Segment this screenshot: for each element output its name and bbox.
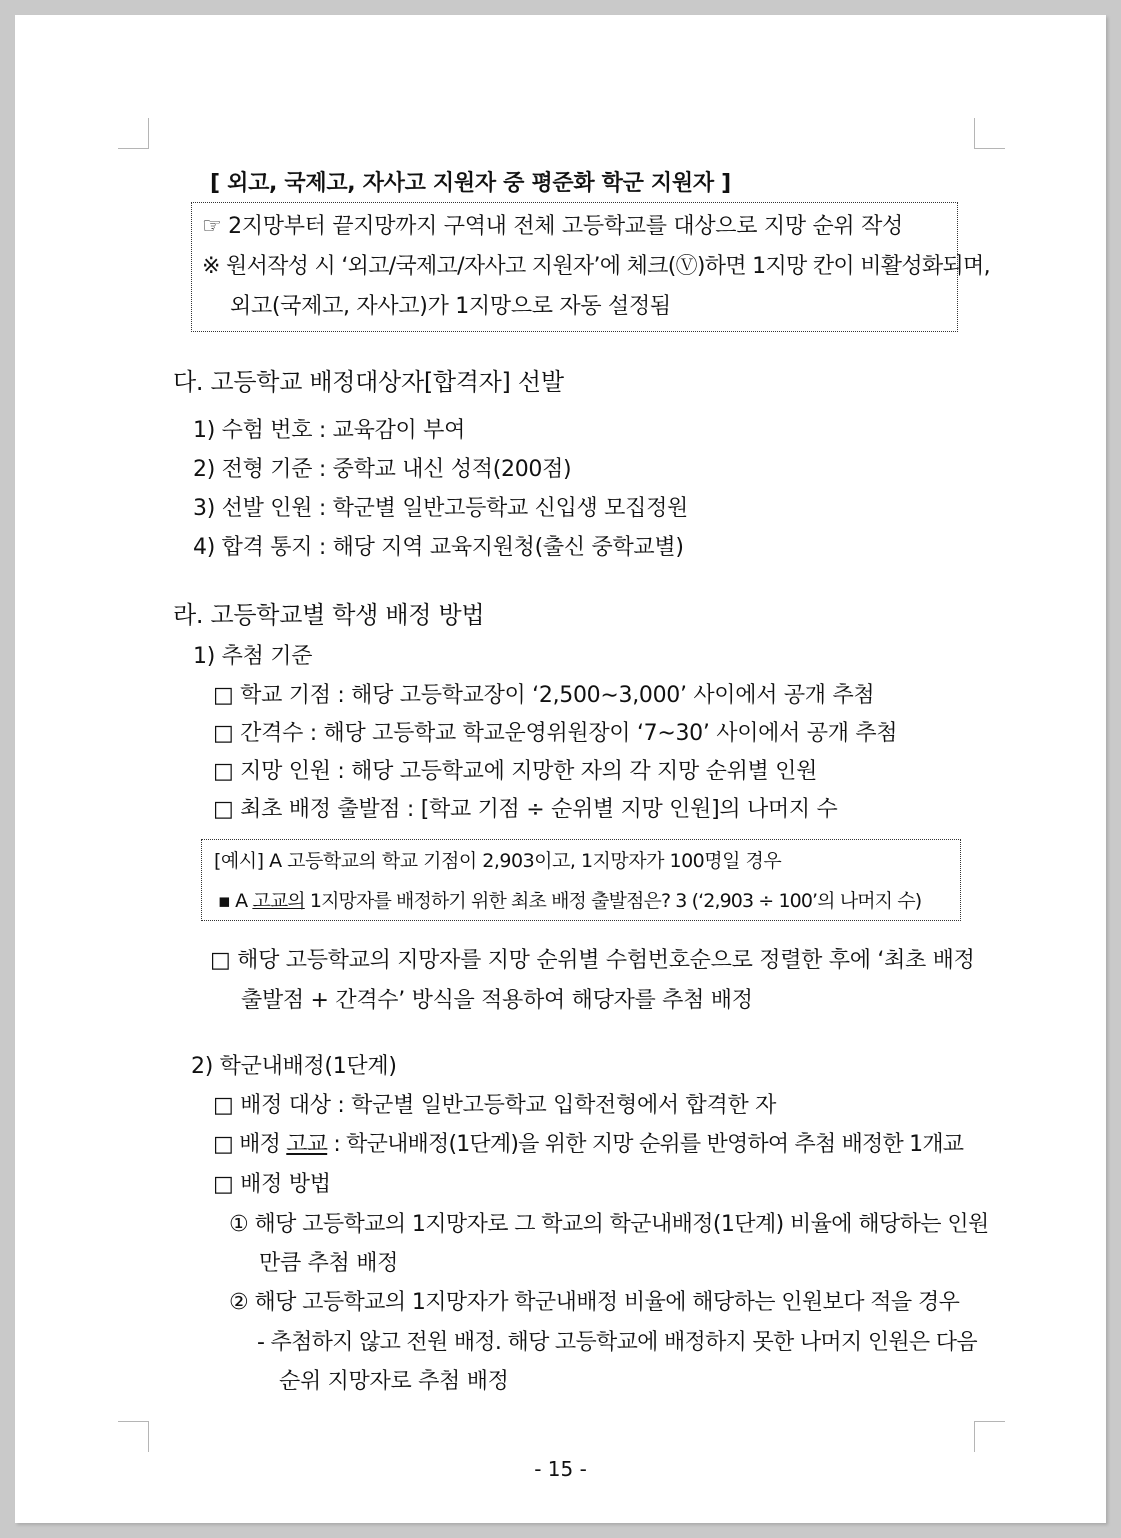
example-text-underlined: 고교의	[252, 890, 305, 912]
lottery-criteria-title: 1) 추첨 기준	[193, 644, 313, 669]
example-text-pre: A	[235, 890, 253, 912]
example-text-post: 1지망자를 배정하기 위한 최초 배정 출발점은? 3 (‘2,903 ÷ 100’의 나머지 수)	[304, 890, 922, 912]
example-box	[201, 839, 961, 921]
note-line-1: ☞ 2지망부터 끝지망까지 구역내 전체 고등학교를 대상으로 지망 순위 작성	[202, 214, 903, 239]
crop-mark-bottom-left	[118, 1421, 149, 1452]
crop-mark-bottom-right	[974, 1421, 1005, 1452]
method-2-line-2: - 추첨하지 않고 전원 배정. 해당 고등학교에 배정하지 못한 나머지 인원은 다음	[257, 1330, 977, 1355]
heading-selection: 다. 고등학교 배정대상자[합격자] 선발	[173, 368, 564, 396]
heading-allocation-method: 라. 고등학교별 학생 배정 방법	[173, 601, 485, 629]
selection-item-1: 1) 수험 번호 : 교육감이 부여	[193, 418, 466, 443]
selection-item-2: 2) 전형 기준 : 중학교 내신 성적(200점)	[193, 457, 572, 482]
sorting-note-line-1: □ 해당 고등학교의 지망자를 지망 순위별 수험번호순으로 정렬한 후에 ‘최초 배정	[210, 948, 975, 973]
box-section-title: [ 외고, 국제고, 자사고 지원자 중 평준화 학군 지원자 ]	[210, 171, 731, 196]
criteria-item-1: □ 학교 기점 : 해당 고등학교장이 ‘2,500∼3,000’ 사이에서 공개 추첨	[213, 683, 875, 708]
crop-mark-top-left	[118, 118, 149, 149]
example-line-1: [예시] A 고등학교의 학교 기점이 2,903이고, 1지망자가 100명일 경우	[214, 850, 782, 872]
selection-item-3: 3) 선발 인원 : 학군별 일반고등학교 신입생 모집정원	[193, 496, 688, 521]
crop-mark-top-right	[974, 118, 1005, 149]
example-line-2	[218, 888, 921, 914]
note-box-applicants	[191, 202, 990, 332]
criteria-item-4: □ 최초 배정 출발점 : [학교 기점 ÷ 순위별 지망 인원]의 나머지 수	[213, 797, 838, 822]
school-item-post: : 학군내배정(1단계)을 위한 지망 순위를 반영하여 추첨 배정한 1개교	[327, 1132, 964, 1157]
square-bullet-icon: ▪	[218, 890, 230, 912]
in-district-allocation-title: 2) 학군내배정(1단계)	[191, 1054, 397, 1079]
note-line-3: 외고(국제고, 자사고)가 1지망으로 자동 설정됨	[230, 294, 671, 319]
method-1-line-1: ① 해당 고등학교의 1지망자로 그 학교의 학군내배정(1단계) 비율에 해당하는 인원	[229, 1212, 989, 1237]
criteria-item-2: □ 간격수 : 해당 고등학교 학교운영위원장이 ‘7~30’ 사이에서 공개 추첨	[213, 721, 898, 746]
allocation-school-item	[213, 1131, 963, 1159]
school-item-underlined: 고교	[286, 1132, 328, 1157]
note-line-2: ※ 원서작성 시 ‘외고/국제고/자사고 지원자’에 체크(Ⓥ)하면 1지망 칸이 비활성화되며,	[202, 254, 990, 279]
document-page	[15, 15, 1106, 1523]
method-1-line-2: 만큼 추첨 배정	[259, 1251, 399, 1276]
sorting-note-line-2: 출발점 + 간격수’ 방식을 적용하여 해당자를 추첨 배정	[241, 988, 753, 1013]
method-2-line-1: ② 해당 고등학교의 1지망자가 학군내배정 비율에 해당하는 인원보다 적을 경우	[229, 1290, 960, 1315]
allocation-method-title: □ 배정 방법	[213, 1172, 331, 1197]
page-number: - 15 -	[534, 1457, 587, 1481]
selection-item-4: 4) 합격 통지 : 해당 지역 교육지원청(출신 중학교별)	[193, 535, 684, 560]
allocation-target-item: □ 배정 대상 : 학군별 일반고등학교 입학전형에서 합격한 자	[213, 1093, 777, 1118]
method-2-line-3: 순위 지망자로 추첨 배정	[279, 1369, 509, 1394]
criteria-item-3: □ 지망 인원 : 해당 고등학교에 지망한 자의 각 지망 순위별 인원	[213, 759, 818, 784]
school-item-pre: □ 배정	[213, 1132, 287, 1157]
